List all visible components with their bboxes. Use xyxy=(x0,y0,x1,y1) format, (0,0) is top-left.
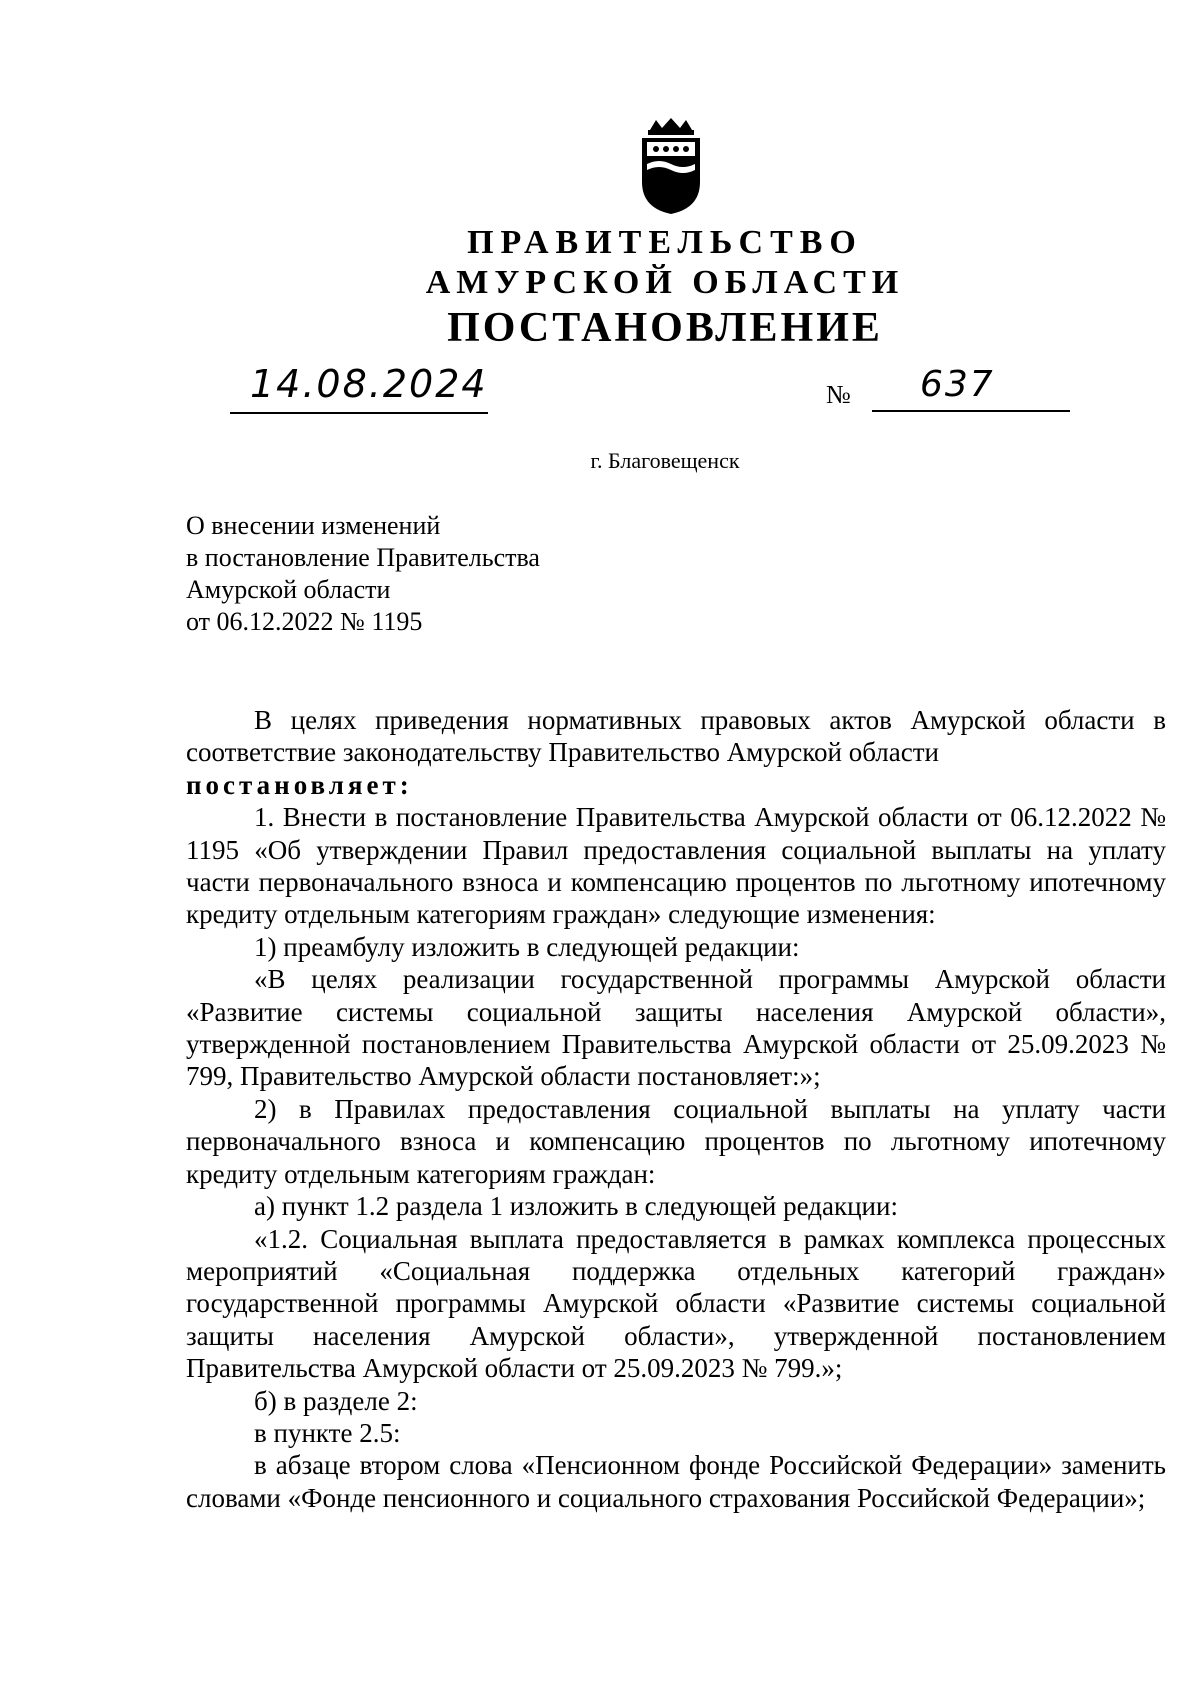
coat-of-arms-icon xyxy=(632,116,710,216)
document-subject xyxy=(186,510,540,638)
subject-line: Амурской области xyxy=(186,575,391,604)
organization-name-line1: ПРАВИТЕЛЬСТВО xyxy=(467,224,863,261)
number-underline xyxy=(872,410,1070,412)
subject-line: в постановление Правительства xyxy=(186,543,540,572)
item-b-text: в абзаце втором слова «Пенсионном фонде Российской Федерации» заменить словами «Фонде пенсионного и социального страхования Российской Федерации»; xyxy=(186,1450,1166,1513)
document-date: 14.08.2024 xyxy=(250,362,488,406)
decree-word: постановляет: xyxy=(186,769,413,800)
city: г. Благовещенск xyxy=(590,448,740,473)
number-label: № xyxy=(826,380,851,409)
item-b-point: в пункте 2.5: xyxy=(254,1417,401,1448)
intro-paragraph: В целях приведения нормативных правовых актов Амурской области в соответствие законодательству Правительство Амурской области xyxy=(186,705,1166,768)
subparagraph-2: 2) в Правилах предоставления социальной выплаты на уплату части первоначального взноса и компенсацию процентов по льготному ипотечному кредиту отдельным категориям граждан: xyxy=(186,1093,1166,1189)
document-number: 637 xyxy=(920,364,995,405)
date-underline xyxy=(230,412,488,414)
subparagraph-1: 1) преамбулу изложить в следующей редакции: xyxy=(254,931,800,962)
document-type: ПОСТАНОВЛЕНИЕ xyxy=(447,305,883,351)
subject-line: О внесении изменений xyxy=(186,511,441,540)
item-a-text: «1.2. Социальная выплата предоставляется в рамках комплекса процессных мероприятий «Социальная поддержка отдельных категорий граждан» государственной программы Амурской области «Развитие системы социальной защиты населения Амурской области», утвержденной постановлением Правительства Амурской области от 25.09.2023 № 799.»; xyxy=(186,1223,1166,1384)
paragraph-1: 1. Внести в постановление Правительства Амурской области от 06.12.2022 № 1195 «Об утверждении Правил предоставления социальной выплаты на уплату части первоначального взноса и компенсацию процентов по льготному ипотечному кредиту отдельным категориям граждан» следующие изменения: xyxy=(186,802,1166,930)
subject-line: от 06.12.2022 № 1195 xyxy=(186,607,423,636)
preamble-text: «В целях реализации государственной программы Амурской области «Развитие системы социальной защиты населения Амурской области», утвержденной постановлением Правительства Амурской области от 25.09.2023 № 799, Правительство Амурской области постановляет:»; xyxy=(186,964,1166,1092)
item-b: б) в разделе 2: xyxy=(254,1385,418,1416)
item-a: а) пункт 1.2 раздела 1 изложить в следующей редакции: xyxy=(254,1191,898,1222)
document-body xyxy=(186,704,1166,1514)
organization-name-line2: АМУРСКОЙ ОБЛАСТИ xyxy=(425,264,905,301)
